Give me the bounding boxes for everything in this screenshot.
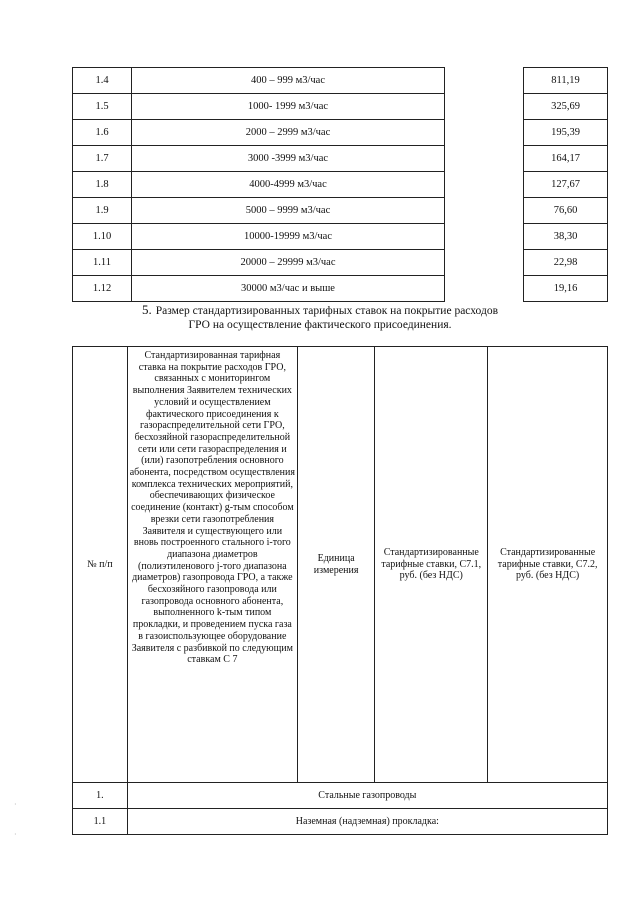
table-row — [73, 68, 445, 94]
table-row — [73, 146, 445, 172]
section-number: 5. — [141, 302, 152, 317]
row-num: 1.11 — [73, 250, 132, 276]
row-range: 400 – 999 м3/час — [132, 68, 445, 94]
upper-values-table — [523, 67, 608, 302]
table-row — [524, 146, 608, 172]
table-row — [73, 224, 445, 250]
row-range: 5000 – 9999 м3/час — [132, 198, 445, 224]
table-row — [524, 276, 608, 302]
table-row — [524, 224, 608, 250]
upper-table — [72, 67, 445, 302]
table-row — [73, 809, 608, 835]
row-value: 76,60 — [524, 198, 608, 224]
table-row — [73, 198, 445, 224]
table-row — [73, 783, 608, 809]
row-value: 22,98 — [524, 250, 608, 276]
header-description: Стандартизированная тарифная ставка на покрытие расходов ГРО, связанных с мониторингом выполнения Заявителем технических условий и осуществлением фактического присоединения к газораспределительной сети ГРО, бесхозяйной газораспределительной сети или сети газораспределения и (или) газопотребления основного абонента, посредством осуществления комплекса технических мероприятий, обеспечивающих физическое соединение (контакт) g-тым способом врезки сети газопотребления Заявителя и существующего или вновь построенного стального i-того диапазона диаметров (полиэтиленового j-того диапазона диаметров) газопровода ГРО, а также бесхозяйного газопровода или газопровода основного абонента, выполненного k-тым типом прокладки, и проведением пуска газа в газоиспользующее оборудование Заявителя с разбивкой по следующим ставкам С 7 — [127, 347, 297, 783]
header-c72: Стандартизированные тарифные ставки, С7.2, руб. (без НДС) — [488, 347, 608, 783]
row-num: 1.6 — [73, 120, 132, 146]
row-range: 30000 м3/час и выше — [132, 276, 445, 302]
row-value: 811,19 — [524, 68, 608, 94]
section-title-line1: Размер стандартизированных тарифных ставок на покрытие расходов — [155, 305, 499, 317]
table-row — [524, 198, 608, 224]
table-row — [524, 250, 608, 276]
row-text: Наземная (надземная) прокладка: — [127, 809, 607, 835]
row-value: 325,69 — [524, 94, 608, 120]
table-row — [73, 276, 445, 302]
row-value: 38,30 — [524, 224, 608, 250]
row-text: Стальные газопроводы — [127, 783, 607, 809]
section-heading — [0, 303, 640, 332]
row-num: 1.8 — [73, 172, 132, 198]
header-num: № п/п — [73, 347, 128, 783]
section-title-line2: ГРО на осуществление фактического присоединения. — [188, 319, 452, 331]
row-value: 195,39 — [524, 120, 608, 146]
header-c71: Стандартизированные тарифные ставки, С7.1, руб. (без НДС) — [375, 347, 488, 783]
table-row — [73, 120, 445, 146]
row-num: 1.10 — [73, 224, 132, 250]
row-num: 1.4 — [73, 68, 132, 94]
table-row — [524, 94, 608, 120]
row-range: 3000 -3999 м3/час — [132, 146, 445, 172]
row-value: 164,17 — [524, 146, 608, 172]
row-num: 1. — [73, 783, 128, 809]
margin-mark: · — [14, 800, 17, 809]
row-range: 20000 – 29999 м3/час — [132, 250, 445, 276]
table-row — [73, 172, 445, 198]
margin-mark: · — [14, 830, 17, 839]
table-row — [73, 250, 445, 276]
row-value: 127,67 — [524, 172, 608, 198]
row-num: 1.7 — [73, 146, 132, 172]
row-range: 4000-4999 м3/час — [132, 172, 445, 198]
row-range: 10000-19999 м3/час — [132, 224, 445, 250]
row-range: 1000- 1999 м3/час — [132, 94, 445, 120]
table-row — [524, 68, 608, 94]
row-range: 2000 – 2999 м3/час — [132, 120, 445, 146]
table-row — [524, 172, 608, 198]
row-value: 19,16 — [524, 276, 608, 302]
main-table — [72, 346, 608, 835]
row-num: 1.1 — [73, 809, 128, 835]
header-unit: Единица измерения — [298, 347, 375, 783]
row-num: 1.5 — [73, 94, 132, 120]
table-row — [524, 120, 608, 146]
table-row — [73, 94, 445, 120]
header-row — [73, 347, 608, 783]
row-num: 1.12 — [73, 276, 132, 302]
row-num: 1.9 — [73, 198, 132, 224]
